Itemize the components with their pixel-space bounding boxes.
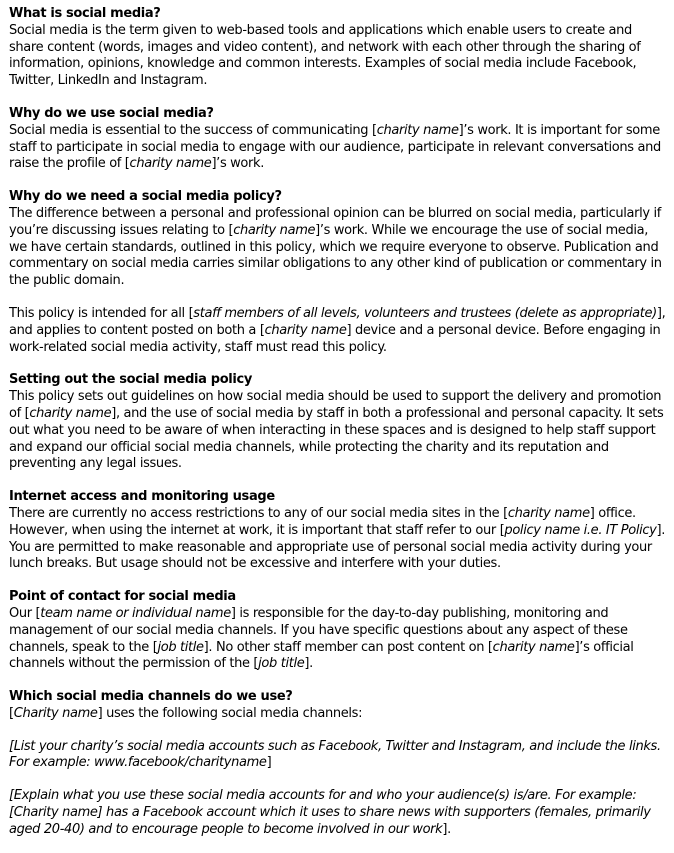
placeholder-text: charity name xyxy=(233,222,316,238)
section xyxy=(9,106,666,173)
section xyxy=(9,189,666,356)
placeholder-text: charity name xyxy=(376,122,459,138)
section xyxy=(9,589,666,673)
body-text: ]’s work. xyxy=(211,156,264,172)
body-text: ], and the use of social media by staff in both a professional and personal capacity. It sets out what you need to be aware of when interacting in these spaces and is designed to help staff support and expand our official social media channels, while protecting the charity and its reputation and preventing any legal issues. xyxy=(9,405,664,472)
section xyxy=(9,372,666,473)
placeholder-text: charity name xyxy=(29,405,112,421)
body-text: ]. No other staff member can post content on [ xyxy=(203,639,493,655)
body-text: ]’s work. It is important for some staff to participate in social media to engage with our audience, participate in relevant conversations and raise the profile of [ xyxy=(9,122,661,172)
body-text: There are currently no access restrictions to any of our social media sites in the [ xyxy=(9,505,508,521)
placeholder-text: staff members of all levels, volunteers and trustees (delete as appropriate) xyxy=(193,305,657,321)
paragraph xyxy=(9,206,666,290)
body-text: The difference between a personal and professional opinion can be blurred on social media, particularly if you’re discussing issues relating to [ xyxy=(9,205,662,238)
placeholder-text: [List your charity’s social media accounts such as Facebook, Twitter and Instagram, and include the links. For example: www.facebook/charityname xyxy=(9,738,661,771)
body-text: ]’s work. While we encourage the use of social media, we have certain standards, outlined in this policy, which we require everyone to observe. Publication and commentary on social media carries similar obligations to any other kind of publication or commentary in the public domain. xyxy=(9,222,662,289)
body-text: Social media is the term given to web-based tools and applications which enable users to create and share content (words, images and video content), and network with each other through the sharing of information, opinions, knowledge and common interests. Examples of social media include Facebook, Twitter, LinkedIn and Instagram. xyxy=(9,22,641,89)
placeholder-text: [Explain what you use these social media accounts for and who your audience(s) is/are. For example: [Charity name] has a Facebook account which it uses to share news with supporters (females, primarily aged 20-40) and to encourage people to become involved in our work xyxy=(9,788,651,837)
section-heading: Why do we need a social media policy? xyxy=(9,189,282,205)
paragraph xyxy=(9,606,666,673)
body-text: This policy is intended for all [ xyxy=(9,305,194,321)
body-text: ]. You are permitted to make reasonable and appropriate use of personal social media activity during your lunch breaks. But usage should not be excessive and interfere with your duties. xyxy=(9,522,666,572)
paragraph xyxy=(9,123,666,173)
paragraph xyxy=(9,739,666,773)
section-heading: Which social media channels do we use? xyxy=(9,689,293,705)
body-text: This policy sets out guidelines on how social media should be used to support the delivery and promotion of [ xyxy=(9,389,662,421)
body-text: ]. xyxy=(442,821,451,837)
placeholder-text: job title xyxy=(258,656,305,672)
placeholder-text: charity name xyxy=(129,156,212,172)
section xyxy=(9,489,666,573)
paragraph xyxy=(9,23,666,90)
body-text: ]. xyxy=(304,656,313,672)
placeholder-text: charity name xyxy=(507,505,590,521)
section-heading: Point of contact for social media xyxy=(9,589,236,605)
body-text: Our [ xyxy=(9,605,41,621)
section-heading: Internet access and monitoring usage xyxy=(9,489,275,505)
body-text: ] is responsible for the day-to-day publishing, monitoring and management of our social media channels. If you have specific questions about any aspect of these channels, speak to the [ xyxy=(9,605,628,655)
body-text: ] office. However, when using the internet at work, it is important that staff refer to our [ xyxy=(9,505,636,538)
body-text: [ xyxy=(9,705,14,721)
section-heading: What is social media? xyxy=(9,6,161,21)
section-heading: Setting out the social media policy xyxy=(9,372,252,388)
body-text: ]’s official channels without the permission of the [ xyxy=(9,639,634,672)
body-text: Social media is essential to the success of communicating [ xyxy=(9,122,377,138)
paragraph xyxy=(9,389,666,473)
paragraph xyxy=(9,506,666,573)
body-text: ] uses the following social media channels: xyxy=(97,705,363,721)
body-text: ] device and a personal device. Before engaging in work-related social media activity, staff must read this policy. xyxy=(9,322,661,355)
section-heading: Why do we use social media? xyxy=(9,105,214,121)
body-text: ] xyxy=(266,755,272,771)
placeholder-text: Charity name xyxy=(13,705,98,721)
placeholder-text: policy name i.e. IT Policy xyxy=(504,522,657,538)
section xyxy=(9,6,666,90)
placeholder-text: job title xyxy=(157,639,204,655)
paragraph xyxy=(9,706,666,723)
placeholder-text: charity name xyxy=(492,639,575,655)
section xyxy=(9,689,666,839)
placeholder-text: charity name xyxy=(264,322,347,338)
body-text: ], and applies to content posted on both a [ xyxy=(9,305,666,338)
placeholder-text: team name or individual name xyxy=(40,605,231,621)
paragraph xyxy=(9,306,666,356)
paragraph xyxy=(9,788,666,838)
